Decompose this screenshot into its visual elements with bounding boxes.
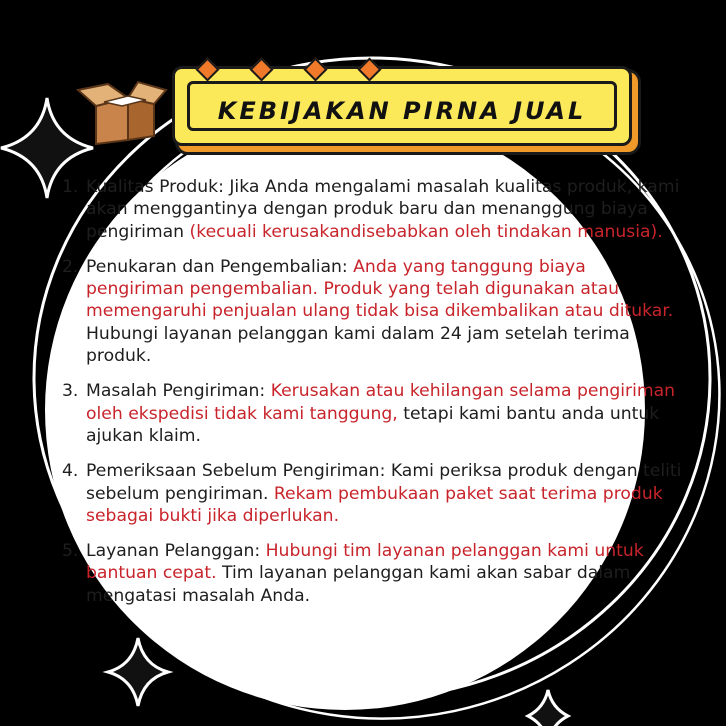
policy-text: Hubungi layanan pelanggan kami dalam 24 jam setelah terima produk. xyxy=(86,323,630,367)
policy-text: Masalah Pengiriman: xyxy=(86,381,271,402)
banner-title: KEBIJAKAN PIRNA JUAL xyxy=(217,97,587,125)
policy-item xyxy=(62,256,682,367)
policy-text: Layanan Pelanggan: xyxy=(86,541,266,562)
policy-item xyxy=(62,540,682,607)
policy-item-number: 3. xyxy=(62,381,79,402)
sparkle-star-icon xyxy=(528,690,568,726)
policy-highlight-text: Hubungi tim layanan pelanggan kami untuk bantuan cepat. xyxy=(86,541,644,584)
policy-highlight-text: Anda yang tanggung biaya pengiriman pengembalian. Produk yang telah digunakan atau memengaruhi penjualan ulang tidak bisa dikembalikan atau ditukar. xyxy=(86,256,674,322)
policy-highlight-text: Kerusakan atau kehilangan selama pengiriman oleh ekspedisi tidak kami tanggung, xyxy=(86,381,676,424)
policy-text: Pemeriksaan Sebelum Pengiriman: Kami periksa produk dengan teliti sebelum pengiriman. xyxy=(86,461,682,504)
policy-item-number: 2. xyxy=(62,256,79,277)
policy-text: Penukaran dan Pengembalian: xyxy=(86,256,354,277)
policy-item xyxy=(62,380,682,447)
policy-text: Kualitas Produk: Jika Anda mengalami masalah kualitas produk, kami akan menggantinya dengan produk baru dan menanggung biaya pengiriman xyxy=(86,177,680,242)
policy-text: Tim layanan pelanggan kami akan sabar dalam mengatasi masalah Anda. xyxy=(86,563,631,606)
policy-item xyxy=(62,176,682,243)
policy-highlight-text: (kecuali kerusakandisebabkan oleh tindakan manusia). xyxy=(189,221,663,242)
policy-text: tetapi kami bantu anda untuk ajukan klaim. xyxy=(86,403,660,446)
sparkle-star-icon xyxy=(108,638,168,706)
policy-item-number: 4. xyxy=(62,461,79,482)
title-banner xyxy=(172,66,640,152)
policy-highlight-text: Rekam pembukaan paket saat terima produk sebagai bukti jika diperlukan. xyxy=(86,483,663,526)
box-icon xyxy=(74,74,170,146)
policy-list xyxy=(62,176,682,620)
policy-item-number: 1. xyxy=(62,177,79,197)
policy-item-number: 5. xyxy=(62,541,79,562)
policy-item xyxy=(62,460,682,527)
